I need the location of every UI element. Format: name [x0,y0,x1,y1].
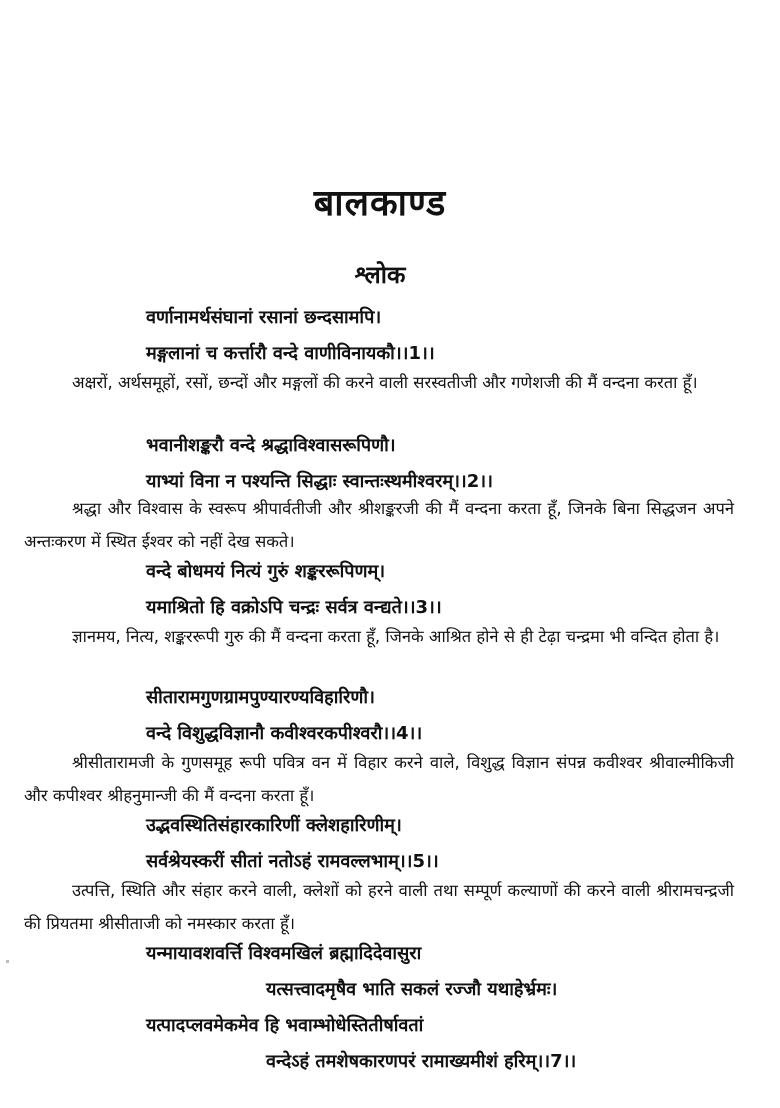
verse-line: यत्सत्त्वादमृषैव भाति सकलं रज्जौ यथाहेर्भ्रमः। [266,979,558,1000]
verse-line: वन्देऽहं तमशेषकारणपरं रामाख्यमीशं हरिम्।।7।। [266,1051,577,1072]
meaning-2: श्रद्धा और विश्वास के स्वरूप श्रीपार्वतीजी और श्रीशङ्करजी की मैं वन्दना करता हूँ, जिनके बिना सिद्धजन अपने अन्तःकरण में स्थित ईश्वर को नहीं देख सकते। [24,499,734,551]
meaning-5: उत्पत्ति, स्थिति और संहार करने वाली, क्लेशों को हरने वाली तथा सम्पूर्ण कल्याणों की करने वाली श्रीरामचन्द्रजी की प्रियतमा श्रीसीताजी को नमस्कार करता हूँ। [24,881,734,933]
meaning-3: ज्ञानमय, नित्य, शङ्कररूपी गुरु की मैं वन्दना करता हूँ, जिनके आश्रित होने से ही टेढ़ा चन्द्रमा भी वन्दित होता है। [72,627,720,646]
verse-line: भवानीशङ्करौ वन्दे श्रद्धाविश्वासरूपिणौ। [146,435,396,456]
scan-speck [6,960,9,963]
verse-line: मङ्गलानां च कर्त्तारौ वन्दे वाणीविनायकौ।।1।। [146,343,435,364]
verse-line: यत्पादप्लवमेकमेव हि भवाम्भोधेस्तितीर्षावतां [146,1015,424,1036]
verse-line: यमाश्रितो हि वक्रोऽपि चन्द्रः सर्वत्र वन्द्यते।।3।। [146,597,442,618]
verse-1 [146,300,435,372]
verse-line: उद्भवस्थितिसंहारकारिणीं क्लेशहारिणीम्। [146,815,402,836]
verse-line: यन्मायावशवर्त्ति विश्वमखिलं ब्रह्मादिदेवासुरा [146,943,422,964]
section-subtitle: श्लोक [354,261,406,289]
verse-4 [146,680,422,752]
verse-5 [146,808,439,880]
verse-line: सर्वश्रेयस्करीं सीतां नतोऽहं रामवल्लभाम्।।5।। [146,851,439,872]
verse-line: याभ्यां विना न पश्यन्ति सिद्धाः स्वान्तःस्थमीश्वरम्।।2।। [146,471,493,492]
verse-3 [146,554,442,626]
verse-line: सीतारामगुणग्रामपुण्यारण्यविहारिणौ। [146,687,375,708]
page-title: बालकाण्ड [313,183,447,224]
verse-2 [146,428,493,500]
verse-line: वर्णानामर्थसंघानां रसानां छन्दसामपि। [146,307,382,328]
verse-line: वन्दे विशुद्धविज्ञानौ कवीश्वरकपीश्वरौ।।4।। [146,723,423,744]
verse-7 [146,936,576,1080]
meaning-4: श्रीसीतारामजी के गुणसमूह रूपी पवित्र वन में विहार करने वाले, विशुद्ध विज्ञान संपन्न कवीश्वर श्रीवाल्मीकिजी और कपीश्वर श्रीहनुमान्जी की मैं वन्दना करता हूँ। [24,753,734,805]
verse-line: वन्दे बोधमयं नित्यं गुरुं शङ्कररूपिणम्। [146,561,386,582]
meaning-1: अक्षरों, अर्थसमूहों, रसों, छन्दों और मङ्गलों की करने वाली सरस्वतीजी और गणेशजी की मैं वन्दना करता हूँ। [72,373,698,392]
